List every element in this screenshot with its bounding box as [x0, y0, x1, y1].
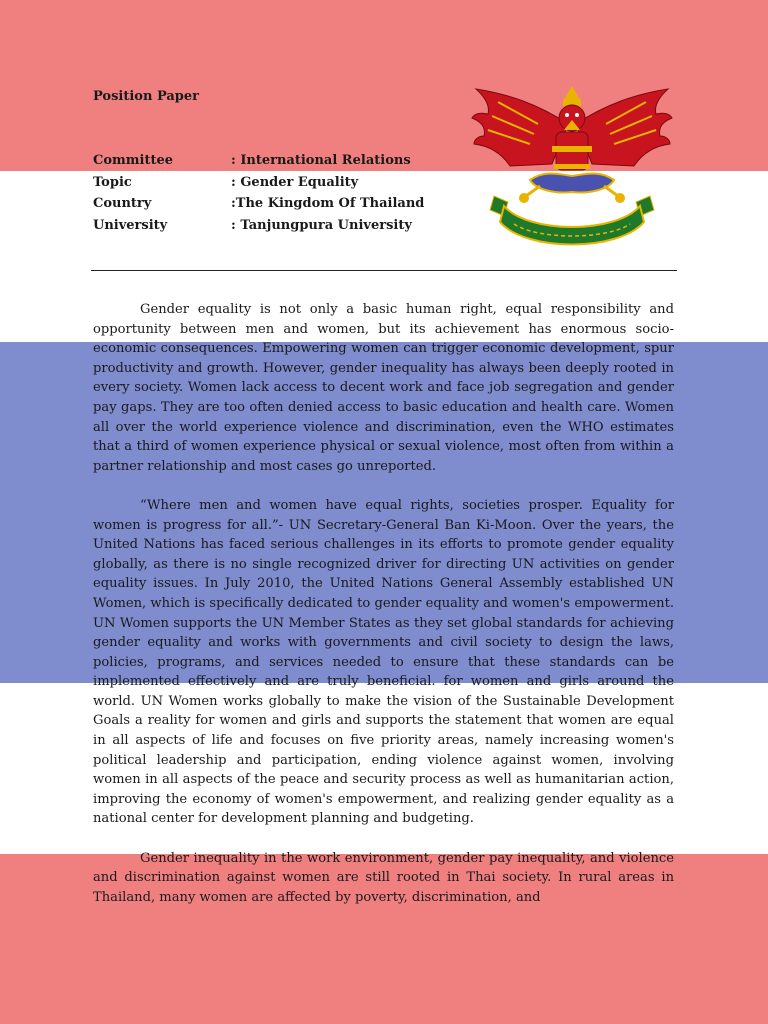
- meta-row-committee: [93, 150, 424, 172]
- meta-row-country: [93, 193, 424, 215]
- document-title: Position Paper: [93, 89, 200, 104]
- paragraph: Gender equality is not only a basic human right, equal responsibility and opportunity between men and women, but its achievement has enormous socio-economic consequences. Empowering women can trigger economic development, spur productivity and growth. However, gender inequality has always been deeply rooted in every society. Women lack access to decent work and face job segregation and gender pay gaps. They are too often denied access to basic education and health care. Women all over the world experience violence and discrimination, even the WHO estimates that a third of women experience physical or sexual violence, most often from within a partner relationship and most cases go unreported.: [93, 302, 674, 474]
- header-divider: [91, 270, 677, 271]
- body-text: [93, 300, 674, 927]
- garuda-emblem-icon: [468, 84, 676, 262]
- meta-value: : Tanjungpura University: [231, 217, 412, 233]
- meta-row-university: [93, 215, 424, 237]
- meta-key: Country: [93, 196, 152, 211]
- meta-key: Topic: [93, 174, 132, 190]
- meta-value: : Gender Equality: [231, 174, 359, 190]
- paragraph: Gender inequality in the work environment, gender pay inequality, and violence and discrimination against women are still rooted in Thai society. In rural areas in Thailand, many women are affected by poverty, discrimination, and: [93, 850, 674, 905]
- meta-value: :The Kingdom Of Thailand: [231, 196, 425, 211]
- meta-key: Committee: [93, 153, 174, 168]
- meta-row-topic: [93, 172, 424, 194]
- paragraph: “Where men and women have equal rights, societies prosper. Equality for women is progress for all.”- UN Secretary-General Ban Ki-Moon. Over the years, the United Nations has faced serious challenges in its efforts to promote gender equality globally, as there is no single recognized driver for directing UN activities on gender equality issues. In July 2010, the United Nations General Assembly established UN Women, which is specifically dedicated to gender equality and women's empowerment. UN Women supports the UN Member States as they set global standards for achieving gender equality and works with governments and civil society to design the laws, policies, programs, and services needed to ensure that these standards can be implemented effectively and are truly beneficial. for women and girls around the world. UN Women works globally to make the vision of the Sustainable Development Goals a reality for women and girls and supports the statement that women are equal in all aspects of life and focuses on five priority areas, namely increasing women's political leadership and participation, ending violence against women, involving women in all aspects of the peace and security process as well as humanitarian action, improving the economy of women's empowerment, and realizing gender equality as a national center for development planning and budgeting.: [93, 497, 674, 827]
- meta-key: University: [93, 217, 168, 233]
- meta-value: : International Relations: [231, 153, 411, 168]
- metadata-block: [93, 150, 424, 236]
